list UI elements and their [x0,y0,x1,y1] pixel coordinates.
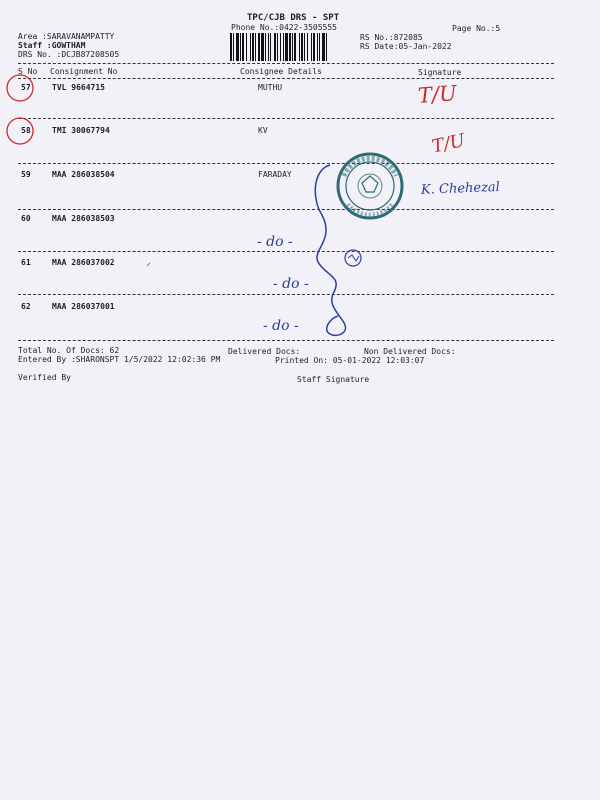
area-field: Area :SARAVANAMPATTY [18,32,115,41]
col-header-consignment: Consignment No [50,67,118,76]
row-consignee: MUTHU [258,83,283,92]
total-docs: Total No. Of Docs: 62 [18,346,120,355]
row-consignee: FARADAY [258,170,292,179]
non-delivered-docs: Non Delivered Docs: [364,347,456,356]
sig-59-text: K. Chehezal [420,179,501,198]
row-sno: 57 [21,83,31,92]
ditto-row-62: - do - [263,318,299,334]
row-sno: 61 [21,258,31,267]
row-58-circle [7,118,33,144]
row-57-circle [7,75,33,101]
entered-by: Entered By :SHARONSPT 1/5/2022 12:02:36 PM [18,355,221,364]
circled-mark [345,250,361,266]
rs-number: RS No.:872085 [360,33,423,42]
page-number: Page No.:5 [452,24,501,33]
row-sno: 59 [21,170,31,179]
row-consignment: MAA 286038503 [52,214,115,223]
col-header-sno: S No [18,67,38,76]
delivered-docs: Delivered Docs: [228,347,301,356]
drs-number: DRS No. :DCJB87208505 [18,50,120,59]
verified-by: Verified By [18,373,71,382]
pencil-tick [147,263,150,266]
ditto-row-61: - do - [273,276,309,292]
bracket-loop [315,165,345,335]
staff-field: Staff :GOWTHAM [18,41,86,50]
row-consignment: MAA 286037002 [52,258,115,267]
row-consignment: TMI 30067794 [52,126,110,135]
row-sno: 62 [21,302,31,311]
rs-date: RS Date:05-Jan-2022 [360,42,452,51]
row-consignee: KV [258,126,268,135]
printed-on: Printed On: 05-01-2022 12:03:07 [275,356,425,365]
row-consignment: TVL 9664715 [52,83,105,92]
ditto-row-60: - do - [257,234,293,250]
mark-scribble [348,255,359,261]
col-header-signature: Signature [418,68,462,77]
row-consignment: MAA 286037001 [52,302,115,311]
sig-58-text: T/U [429,130,467,158]
doc-title: TPC/CJB DRS - SPT [247,13,340,23]
row-sno: 58 [21,126,31,135]
sig-57-text: T/U [417,81,458,108]
row-consignment: MAA 286038504 [52,170,115,179]
company-stamp [338,154,402,218]
staff-signature: Staff Signature [297,375,370,384]
row-sno: 60 [21,214,31,223]
col-header-consignee: Consignee Details [240,67,322,76]
phone-number: Phone No.:0422-3505555 [231,23,337,32]
